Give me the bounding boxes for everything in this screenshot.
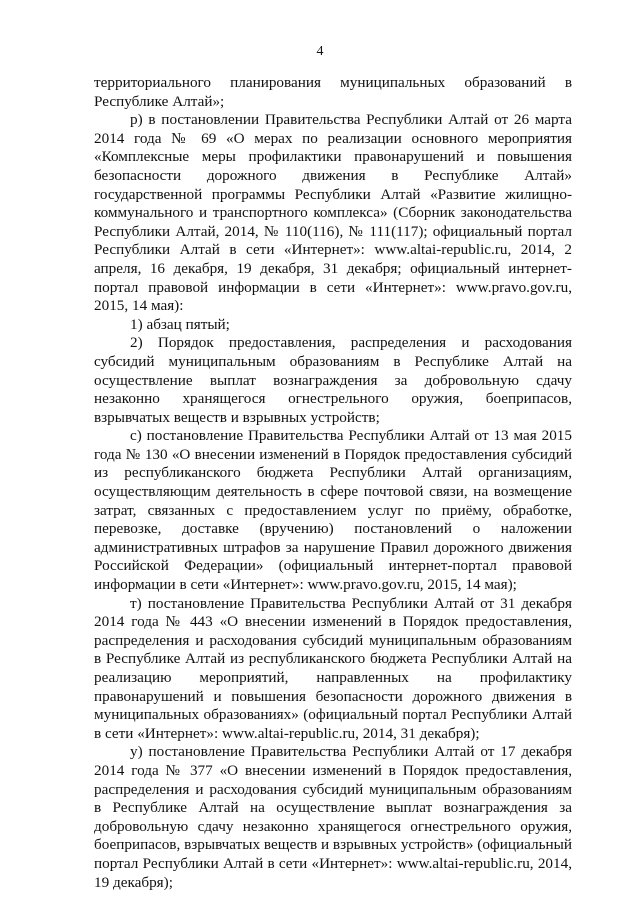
page-number: 4 [316,44,324,59]
paragraph: с) постановление Правительства Республики Алтай от 13 мая 2015 года № 130 «О внесении изменений в Порядок предоставления субсидий из республиканского бюджета Республики Алтай организациям, осуществляющим деятельность в сфере почтовой связи, на возмещение затрат, связанных с предоставлением услуг по приёму, обработке, перевозке, доставке (вручению) постановлений о наложении административных штрафов за нарушение Правил дорожного движения Российской Федерации» (официальный интернет-портал правовой информации в сети «Интернет»: www.pravo.gov.ru, 2015, 14 мая); [94,427,572,594]
paragraph: территориального планирования муниципальных образований в Республике Алтай»; [94,74,572,110]
paragraph: т) постановление Правительства Республики Алтай от 31 декабря 2014 года № 443 «О внесении изменений в Порядок предоставления, распределения и расходования субсидий муниципальным образованиям в Республике Алтай из республиканского бюджета Республики Алтай на реализацию мероприятий, направленных на профилактику правонарушений и повышения безопасности дорожного движения в муниципальных образованиях» (официальный портал Республики Алтай в сети «Интернет»: www.altai-republic.ru, 2014, 31 декабря); [94,594,572,742]
paragraph: 2) Порядок предоставления, распределения и расходования субсидий муниципальным образованиям в Республике Алтай на осуществление выплат вознаграждения за добровольную сдачу незаконно хранящегося огнестрельного оружия, боеприпасов, взрывчатых веществ и взрывных устройств; [94,334,572,426]
document-body [94,74,572,892]
paragraph: 1) абзац пятый; [130,315,230,333]
paragraph: р) в постановлении Правительства Республики Алтай от 26 марта 2014 года № 69 «О мерах по реализации основного мероприятия «Комплексные меры профилактики правонарушений и повышения безопасности дорожного движения в Республике Алтай» государственной программы Республики Алтай «Развитие жилищно-коммунального и транспортного комплекса» (Сборник законодательства Республики Алтай, 2014, № 110(116), № 111(117); официальный портал Республики Алтай в сети «Интернет»: www.altai-republic.ru, 2014, 2 апреля, 16 декабря, 19 декабря, 31 декабря; официальный интернет-портал правовой информации в сети «Интернет»: www.pravo.gov.ru, 2015, 14 мая): [94,111,572,315]
paragraph: у) постановление Правительства Республики Алтай от 17 декабря 2014 года № 377 «О внесении изменений в Порядок предоставления, распределения и расходования субсидий муниципальным образованиям в Республике Алтай на осуществление выплат вознаграждения за добровольную сдачу незаконно хранящегося огнестрельного оружия, боеприпасов, взрывчатых веществ и взрывных устройств» (официальный портал Республики Алтай в сети «Интернет»: www.altai-republic.ru, 2014, 19 декабря); [94,743,572,891]
